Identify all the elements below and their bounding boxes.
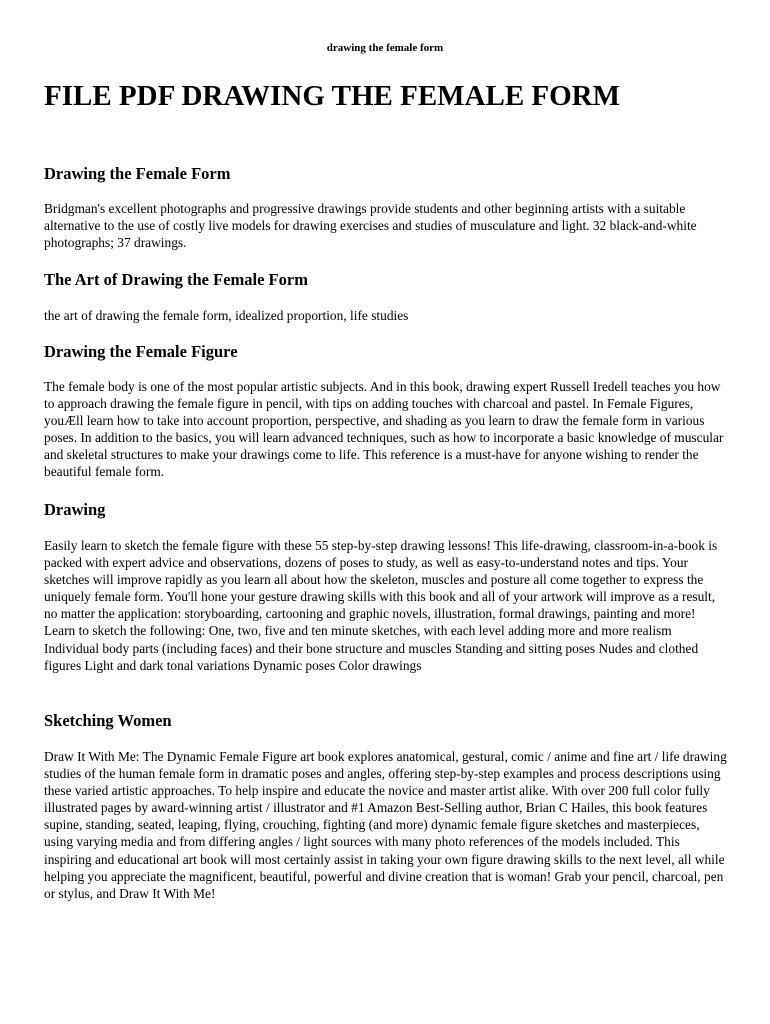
section-body-drawing-the-female-form: Bridgman's excellent photographs and progressive drawings provide students and other beginning artists with a suitable alternative to the use of costly live models for drawing exercises and studies of musculature and light. 32 black-and-white photographs; 37 drawings. [44, 201, 697, 251]
section-heading-drawing-the-female-figure: Drawing the Female Figure [44, 342, 238, 361]
section-body-sketching-women: Draw It With Me: The Dynamic Female Figure art book explores anatomical, gestural, comic / anime and fine art / life drawing studies of the human female form in dramatic poses and angles, offering step-by-step examples and process descriptions using these varied artistic approaches. To help inspire and educate the novice and master artist alike. With over 200 full color fully illustrated pages by award-winning artist / illustrator and #1 Amazon Best-Selling author, Brian C Hailes, this book features supine, standing, seated, leaping, flying, crouching, fighting (and more) dynamic female figure sketches and masterpieces, using varying media and from differing angles / light sources with many photo references of the models included. This inspiring and educational art book will most certainly assist in taking your own figure drawing skills to the next level, all while helping you appreciate the magnificent, beautiful, powerful and divine creation that is woman! Grab your pencil, charcoal, pen or stylus, and Draw It With Me! [44, 749, 727, 901]
section-body-art-of-drawing: the art of drawing the female form, idealized proportion, life studies [44, 308, 409, 323]
section-heading-drawing: Drawing [44, 500, 106, 519]
section-heading-art-of-drawing: The Art of Drawing the Female Form [44, 270, 308, 289]
section-heading-sketching-women: Sketching Women [44, 711, 172, 730]
section-heading-drawing-the-female-form: Drawing the Female Form [44, 164, 231, 183]
document-title: FILE PDF DRAWING THE FEMALE FORM [44, 80, 620, 112]
running-header: drawing the female form [326, 42, 444, 54]
section-body-drawing: Easily learn to sketch the female figure with these 55 step-by-step drawing lessons! This life-drawing, classroom-in-a-book is packed with expert advice and observations, dozens of poses to study, as well as easy-to-understand notes and tips. Your sketches will improve rapidly as you learn all about how the skeleton, muscles and posture all come together to express the uniquely female form. You'll hone your gesture drawing skills with this book and all of your artwork will improve as a result, no matter the application: storyboarding, cartooning and graphic novels, illustration, formal drawings, painting and more! Learn to sketch the following: One, two, five and ten minute sketches, with each level adding more and more realism Individual body parts (including faces) and their bone structure and muscles Standing and sitting poses Nudes and clothed figures Light and dark tonal variations Dynamic poses Color drawings [44, 538, 718, 673]
section-body-drawing-the-female-figure: The female body is one of the most popular artistic subjects. And in this book, drawing expert Russell Iredell teaches you how to approach drawing the female figure in pencil, with tips on adding touches with charcoal and pastel. In Female Figures, youÆll learn how to take into account proportion, perspective, and shading as you learn to draw the female form in various poses. In addition to the basics, you will learn advanced techniques, such as how to incorporate a basic knowledge of muscular and skeletal structures to make your drawings come to life. This reference is a must-have for anyone wishing to render the beautiful female form. [44, 379, 724, 480]
